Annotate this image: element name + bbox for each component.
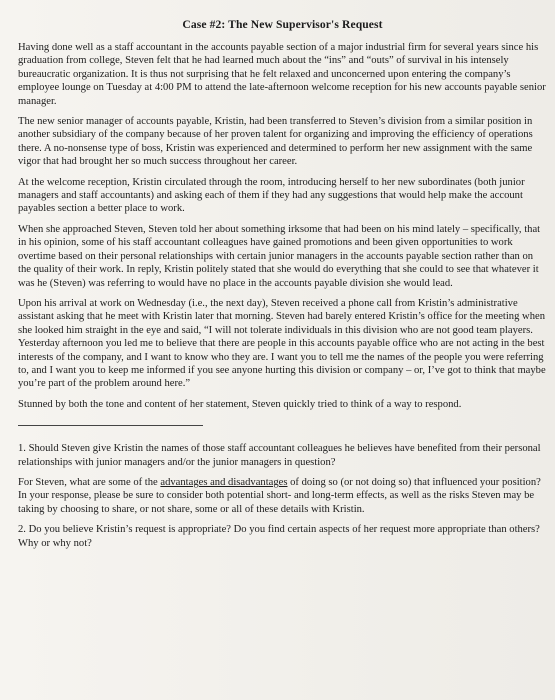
section-divider xyxy=(18,425,203,426)
question-1-followup xyxy=(18,476,547,516)
paragraph-kristin: The new senior manager of accounts payable, Kristin, had been transferred to Steven’s division from a similar position in another subsidiary of the company because of her proven talent for organizing and improving the efficiency of operations there. A no-nonsense type of boss, Kristin was experienced and determined to perform her new assignment with the same vigor that had brought her so much success throughout her career. xyxy=(18,116,533,168)
followup-suffix: of doing so (or not doing so) that influenced your position? In your response, please be sure to consider both potential short- and long-term effects, as well as the risks Steven may be taking by choosing to share, or not share, some or all of these details with Kristin. xyxy=(18,476,541,515)
case-title: Case #2: The New Supervisor's Request xyxy=(182,18,383,31)
paragraph-reception: At the welcome reception, Kristin circulated through the room, introducing herself to her new subordinates (both junior managers and staff accountants) and asking each of them if they had any suggestions that would help make the account payables section a better place to work. xyxy=(18,176,525,215)
followup-underlined: advantages and disadvantages xyxy=(160,476,288,488)
paragraph-intro: Having done well as a staff accountant in the accounts payable section of a major industrial firm for several years since his graduation from college, Steven felt that he had learned much about the “ins” and “outs” of survival in his intensely bureaucratic organization. It is thus not surprising that he felt relaxed and unconcerned upon entering the company’s employee lounge on Tuesday at 4:00 PM to attend the late-afternoon welcome reception for his new accounts payable senior manager. xyxy=(18,42,546,107)
paragraph-meeting: Upon his arrival at work on Wednesday (i.e., the next day), Steven received a phone call from Kristin’s administrative assistant asking that he meet with Kristin later that morning. Steven had barely entered Kristin’s office for the meeting when she looked him straight in the eye and said, “I will not tolerate individuals in this division who are not good team players. Yesterday afternoon you led me to believe that there are people in this accounts payable office who are not acting in the best interests of the company, and I want to know who they are. I want you to tell me the names of the people you were referring to, and I want you to keep me informed if you see anyone hurting this division or company – or, I’ve got to think that maybe you’re part of the problem around here.” xyxy=(18,297,546,390)
question-1: 1. Should Steven give Kristin the names of those staff accountant colleagues he believes have benefited from their personal relationships with junior managers and/or the junior managers in question? xyxy=(18,443,541,468)
paragraph-conversation: When she approached Steven, Steven told her about something irksome that had been on his mind lately – specifically, that in his opinion, some of his staff accountant colleagues have gained promotions and been given opportunities to work overtime based on their personal relationships with certain junior managers in the accounts payable section rather than on the quality of their work. In reply, Kristin politely stated that she would do everything that she could to see that whatever it was he (Steven) was referring to would have no place in the accounts payable division she would lead. xyxy=(18,223,541,289)
paragraph-stunned: Stunned by both the tone and content of her statement, Steven quickly tried to think of a way to respond. xyxy=(18,398,462,410)
question-2: 2. Do you believe Kristin’s request is appropriate? Do you find certain aspects of her request more appropriate than others? Why or why not? xyxy=(18,524,540,549)
followup-prefix: For Steven, what are some of the xyxy=(18,476,161,488)
